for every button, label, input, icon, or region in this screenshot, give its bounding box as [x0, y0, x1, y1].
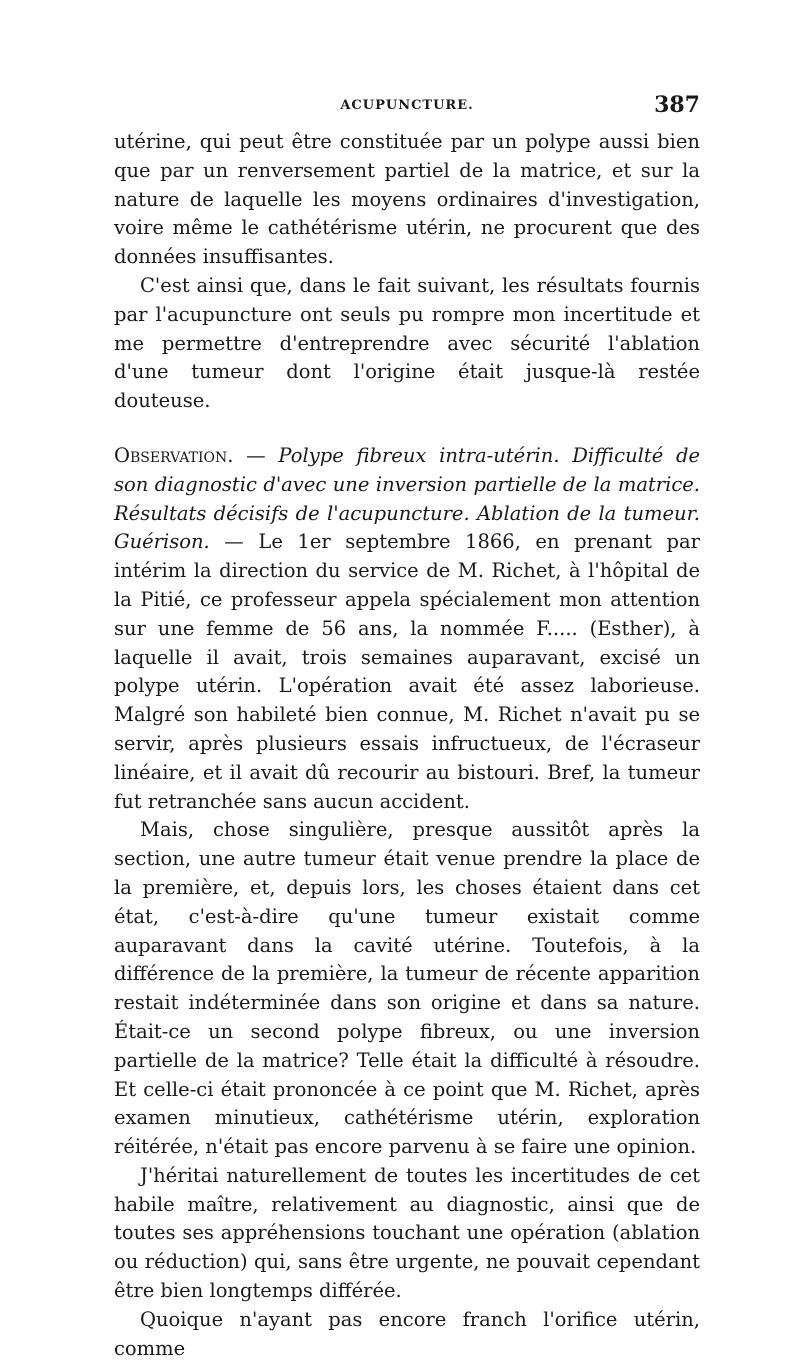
paragraph-4: J'héritai naturellement de toutes les incertitudes de cet habile maître, relativement au diagnostic, ainsi que de toutes ses appréhensions touchant une opération (ablation ou réduction) qui, sans être urgente, ne pouvait cependant être bien longtemps différée.: [114, 1163, 700, 1303]
book-page: [114, 92, 700, 1363]
observation-title: — Polype fibreux intra-utérin. Difficulté de son diagnostic d'avec une inversion partielle de la matrice. Résultats décisifs de l'acupuncture. Ablation de la tumeur. Guérison.: [114, 443, 701, 554]
running-head: [114, 92, 700, 118]
running-title: ACUPUNCTURE.: [340, 98, 474, 113]
page-number: 387: [654, 92, 700, 118]
paragraph-3: Mais, chose singulière, presque aussitôt après la section, une autre tumeur était venue prendre la place de la première, et, depuis lors, les choses étaient dans cet état, c'est-à-dire qu'une tumeur existait comme auparavant dans la cavité utérine. Toutefois, à la différence de la première, la tumeur de récente apparition restait indéterminée dans son origine et dans sa nature. Était-ce un second polype fibreux, ou une inversion partielle de la matrice? Telle était la difficulté à résoudre. Et celle-ci était prononcée à ce point que M. Richet, après examen minutieux, cathétérisme utérin, exploration réitérée, n'était pas encore parvenu à se faire une opinion.: [114, 818, 700, 1159]
paragraph-1: utérine, qui peut être constituée par un polype aussi bien que par un renversement partiel de la matrice, et sur la nature de laquelle les moyens ordinaires d'investigation, voire même le cathétérisme utérin, ne procurent que des données insuffisantes.: [114, 130, 700, 269]
paragraph-5: Quoique n'ayant pas encore franch l'orifice utérin, comme: [114, 1307, 700, 1360]
observation-heading: Observation.: [114, 443, 234, 467]
observation-paragraph: [114, 442, 700, 816]
observation-body: — Le 1er septembre 1866, en prenant par intérim la direction du service de M. Richet, à l'hôpital de la Pitié, ce professeur appela spécialement mon attention sur une femme de 56 ans, la nommée F..... (Esther), à laquelle il avait, trois semaines auparavant, excisé un polype utérin. L'opération avait été assez laborieuse. Malgré son habileté bien connue, M. Richet n'avait pu se servir, après plusieurs essais infructueux, de l'écraseur linéaire, et il avait dû recourir au bistouri. Bref, la tumeur fut retranchée sans aucun accident.: [114, 530, 700, 813]
section-gap: [114, 416, 700, 442]
paragraph-2: C'est ainsi que, dans le fait suivant, les résultats fournis par l'acupuncture ont seuls pu rompre mon incertitude et me permettre d'entreprendre avec sécurité l'ablation d'une tumeur dont l'origine était jusque-là restée douteuse.: [114, 273, 700, 413]
